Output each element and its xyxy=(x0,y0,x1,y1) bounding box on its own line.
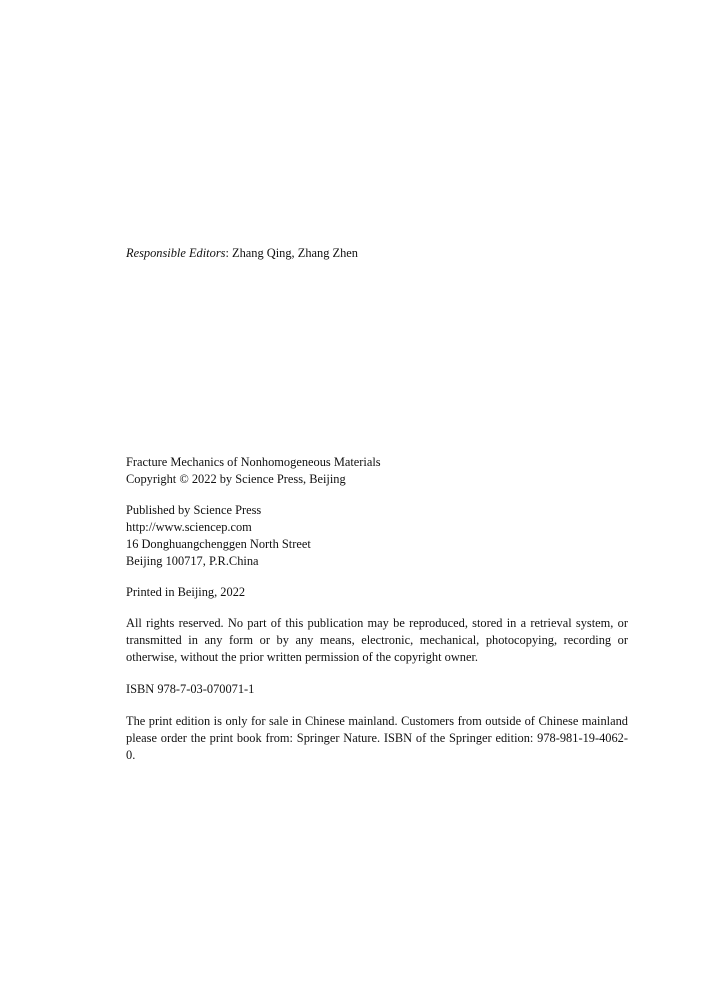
sale-notice xyxy=(126,713,628,764)
printing-info xyxy=(126,584,628,601)
book-title: Fracture Mechanics of Nonhomogeneous Materials xyxy=(126,455,381,469)
copyright-line: Copyright © 2022 by Science Press, Beijing xyxy=(126,472,346,486)
rights-notice xyxy=(126,615,628,666)
publisher-street: 16 Donghuangchenggen North Street xyxy=(126,537,311,551)
isbn-info xyxy=(126,681,628,698)
editors-label: Responsible Editors xyxy=(126,246,226,260)
published-by: Published by Science Press xyxy=(126,503,262,517)
publisher-website: http://www.sciencep.com xyxy=(126,520,252,534)
responsible-editors xyxy=(126,245,626,262)
sale-notice-text: The print edition is only for sale in Chinese mainland. Customers from outside of Chinese mainland please order the print book from: Springer Nature. ISBN of the Springer edition: 978-981-19-4062-0. xyxy=(126,714,628,762)
publisher-city: Beijing 100717, P.R.China xyxy=(126,554,259,568)
isbn-line: ISBN 978-7-03-070071-1 xyxy=(126,682,255,696)
editors-separator: : xyxy=(225,246,233,260)
printed-line: Printed in Beijing, 2022 xyxy=(126,585,246,599)
rights-text: All rights reserved. No part of this publication may be reproduced, stored in a retrieval system, or transmitted in any form or by any means, electronic, mechanical, photocopying, recording or otherwise, without the prior written permission of the copyright owner. xyxy=(126,616,628,664)
publisher-info xyxy=(126,502,628,570)
editors-names: Zhang Qing, Zhang Zhen xyxy=(232,246,358,260)
book-info xyxy=(126,454,628,488)
